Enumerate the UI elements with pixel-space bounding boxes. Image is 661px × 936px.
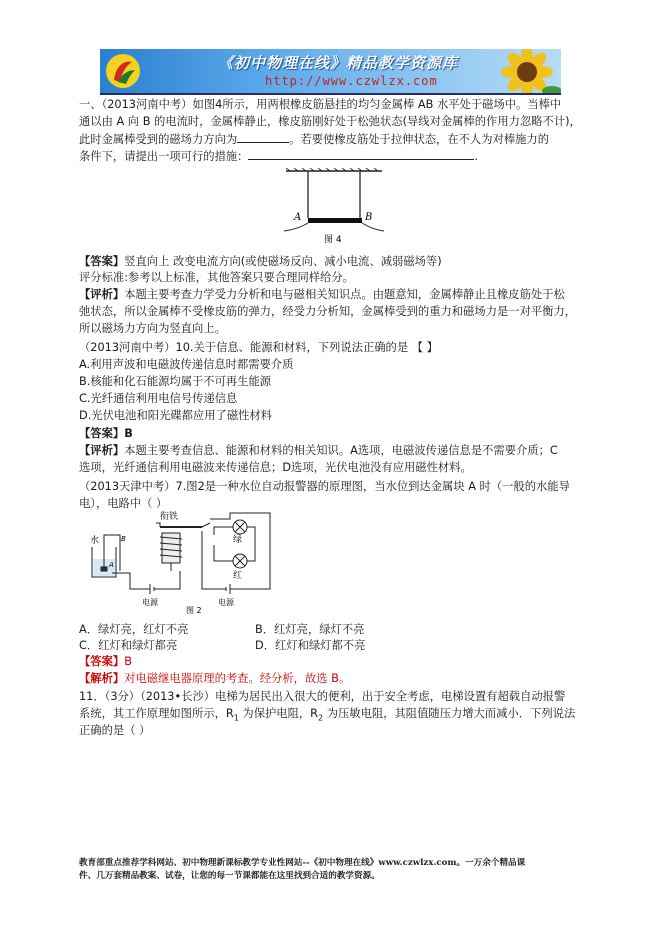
label-a: A bbox=[109, 561, 114, 569]
analysis-tag: 【解析】 bbox=[79, 672, 125, 685]
q2-stem: （2013河南中考）10.关于信息、能源和材料，下列说法正确的是 【 】 bbox=[79, 341, 438, 354]
metal-rod bbox=[308, 218, 362, 223]
analysis-text: 本题主要考查信息、能源和材料的相关知识。A选项，电磁波传递信息是不需要介质；C bbox=[124, 444, 558, 457]
q3-stem-line1: （2013天津中考）7.图2是一种水位自动报警器的原理图，当水位到达金属块 A 时（一般的水能导 bbox=[79, 480, 570, 493]
q2-analysis-line1 bbox=[79, 443, 589, 459]
q4-line2-text-c: 为压敏电阻，其阻值随压力增大而减小．下列说法 bbox=[323, 707, 576, 720]
label-power1: 电源 bbox=[142, 598, 158, 607]
q2-option-b: B.核能和化石能源均属于不可再生能源 bbox=[79, 375, 272, 388]
label-power2: 电源 bbox=[218, 598, 234, 607]
answer-tag: 【答案】 bbox=[79, 255, 125, 268]
header-rule bbox=[100, 93, 561, 95]
answer-text: B bbox=[124, 427, 133, 440]
q1-line3-text-b: 。若要使橡皮筋处于拉伸状态，在不人为对棒施力的 bbox=[289, 133, 550, 146]
site-title: 《初中物理在线》精品教学资源库 bbox=[218, 54, 459, 72]
label-b: B bbox=[121, 535, 126, 543]
q4-r2-subscript: 2 bbox=[318, 713, 324, 723]
q1-line2: 通以由 A 向 B 的电流时，金属棒静止，橡皮筋刚好处于松弛状态(导线对金属棒的作用力忽略不计)， bbox=[79, 115, 581, 128]
header-banner bbox=[100, 49, 561, 94]
q3-option-d: D．红灯和绿灯都不亮 bbox=[255, 639, 366, 652]
q4-line3: 正确的是（ ） bbox=[79, 724, 151, 737]
q3-analysis bbox=[79, 671, 589, 687]
answer-tag: 【答案】 bbox=[79, 655, 125, 668]
q1-line3 bbox=[79, 131, 589, 148]
label-a: A bbox=[294, 212, 302, 223]
q1-line3-text: 此时金属棒受到的磁场力方向为 bbox=[79, 133, 238, 146]
q1-answer bbox=[79, 254, 589, 270]
q3-option-c: C．红灯和绿灯都亮 bbox=[79, 639, 178, 652]
q1-grading: 评分标准:参考以上标准，其他答案只要合理同样给分。 bbox=[79, 271, 354, 284]
q1-line4-text: 条件下，请提出一项可行的措施： bbox=[79, 150, 249, 163]
q4-r1-subscript: 1 bbox=[233, 713, 239, 723]
q2-analysis-line2: 选项，光纤通信利用电磁波来传递信息；D选项，光伏电池没有应用磁性材料。 bbox=[79, 461, 472, 474]
figure-2-circuit bbox=[90, 509, 275, 615]
label-armature: 衔铁 bbox=[160, 512, 179, 522]
q4-line1: 11．（3分）（2013•长沙）电梯为居民出入很大的便利，出于安全考虑，电梯设置有超载自动报警 bbox=[79, 690, 566, 703]
figure-4-diagram bbox=[284, 168, 384, 244]
q3-option-b: B．红灯亮，绿灯不亮 bbox=[255, 623, 365, 636]
q1-line1: 一、（2013河南中考）如图4所示，用两根橡皮筋悬挂的均匀金属棒 AB 水平处于磁场中。当棒中 bbox=[79, 98, 562, 111]
answer-text: B bbox=[124, 655, 132, 668]
q1-analysis-line3: 所以磁场力方向为竖直向上。 bbox=[79, 322, 226, 335]
analysis-text: 本题主要考查力学受力分析和电与磁相关知识点。由题意知，金属棒静止且橡皮筋处于松 bbox=[124, 288, 565, 301]
q1-analysis-line2: 弛状态，所以金属棒不受橡皮筋的弹力，经受力分析知，金属棒受到的重力和磁场力是一对平衡力， bbox=[79, 305, 577, 318]
analysis-tag: 【评析】 bbox=[79, 444, 125, 457]
q1-analysis-line1 bbox=[79, 287, 589, 303]
site-logo-icon bbox=[104, 52, 142, 90]
footer-line2: 件、几万套精品教案、试卷，让您的每一节课都能在这里找到合适的教学资源。 bbox=[79, 871, 380, 881]
q3-answer bbox=[79, 654, 589, 670]
footer-line1: 教育部重点推荐学科网站、初中物理新课标教学专业性网站--《初中物理在线》www.czwlzx.com。一万余个精品课 bbox=[79, 858, 526, 868]
q2-option-a: A.利用声波和电磁波传递信息时都需要介质 bbox=[79, 358, 294, 371]
q2-answer bbox=[79, 426, 589, 442]
label-green: 绿 bbox=[233, 535, 243, 545]
q4-line2-text-b: 为保护电阻，R bbox=[238, 707, 319, 720]
figure-caption: 图 2 bbox=[186, 606, 202, 615]
q1-blank-direction[interactable] bbox=[237, 131, 289, 143]
figure-caption: 图 4 bbox=[324, 235, 342, 244]
site-url[interactable]: http://www.czwlzx.com bbox=[265, 74, 438, 88]
answer-text: 竖直向上 改变电流方向(或使磁场反向、减小电流、减弱磁场等) bbox=[124, 255, 442, 268]
analysis-tag: 【评析】 bbox=[79, 288, 125, 301]
label-red: 红 bbox=[233, 571, 243, 581]
q2-option-c: C.光纤通信利用电信号传递信息 bbox=[79, 392, 238, 405]
q3-stem-line2: 电），电路中（ ） bbox=[79, 497, 168, 510]
q3-option-a: A．绿灯亮，红灯不亮 bbox=[79, 623, 189, 636]
q1-blank-measure[interactable] bbox=[248, 148, 474, 160]
q2-option-d: D.光伏电池和阳光碟都应用了磁性材料 bbox=[79, 409, 273, 422]
answer-tag: 【答案】 bbox=[79, 427, 125, 440]
label-b: B bbox=[365, 212, 373, 223]
label-water: 水 bbox=[90, 536, 100, 546]
sunflower-icon bbox=[492, 49, 561, 94]
analysis-text: 对电磁继电器原理的考查。经分析，故选 B。 bbox=[124, 672, 351, 685]
q1-line4: 条件下，请提出一项可行的措施： . bbox=[79, 150, 479, 163]
q4-line2-text-a: 系统，其工作原理如图所示，R bbox=[79, 707, 234, 720]
